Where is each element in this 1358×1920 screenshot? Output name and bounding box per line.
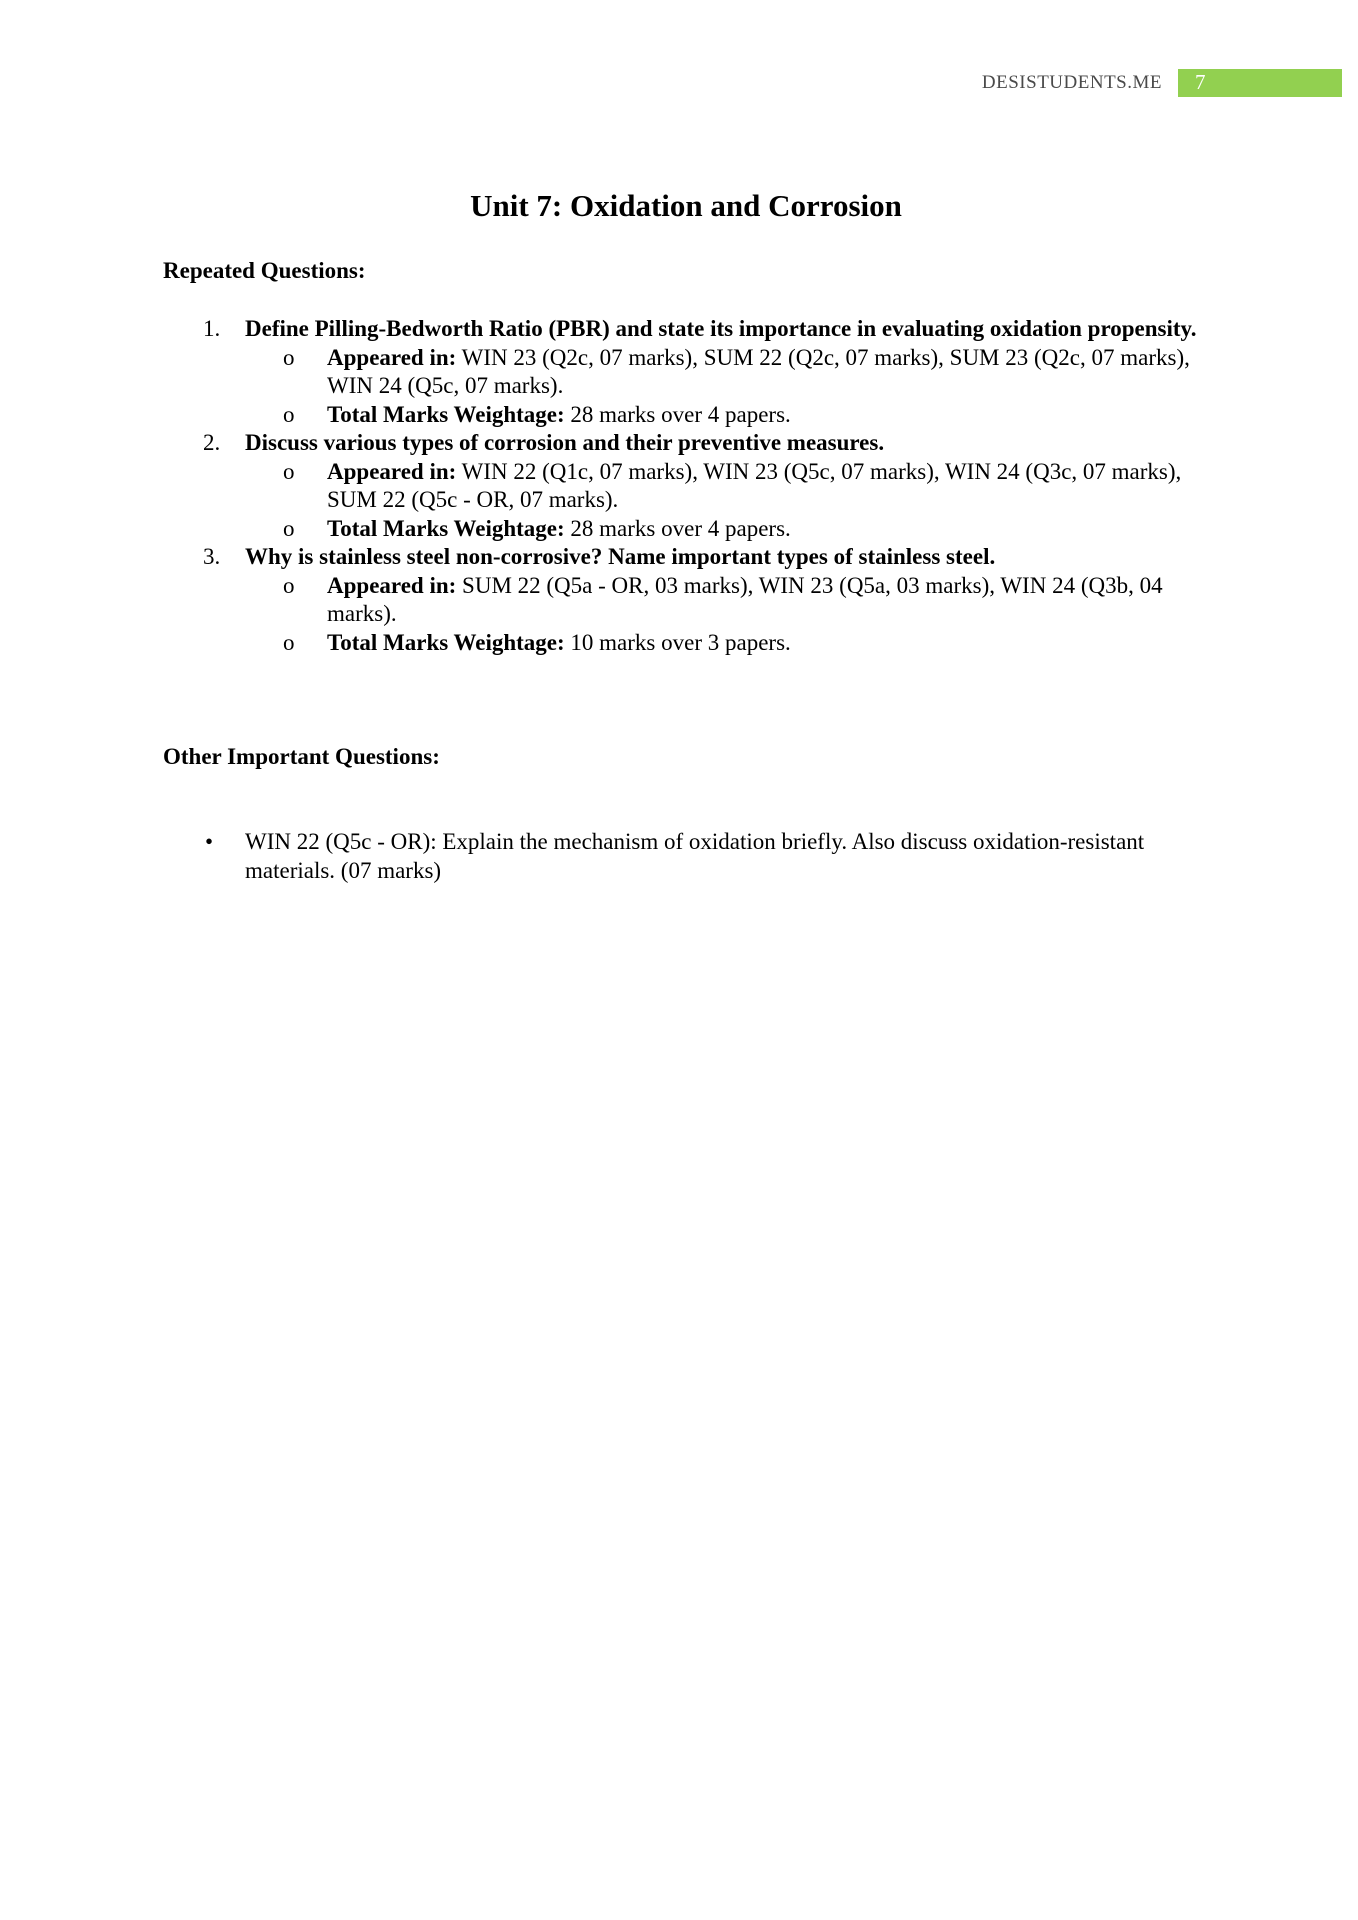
sub-label: Appeared in: [327,572,457,598]
weightage-item [245,401,1203,430]
sub-label: Total Marks Weightage: [327,629,565,655]
sub-bullet: o [283,515,295,541]
question-item [163,543,1203,657]
page-title: Unit 7: Oxidation and Corrosion [470,188,902,223]
page-header [982,67,1342,98]
sub-text: WIN 22 (Q1c, 07 marks), WIN 23 (Q5c, 07 marks), WIN 24 (Q3c, 07 marks), SUM 22 (Q5c - OR, 07 marks). [327,458,1182,512]
other-questions-heading: Other Important Questions: [163,744,440,769]
question-text: Discuss various types of corrosion and their preventive measures. [245,430,885,455]
sub-bullet: o [283,629,295,655]
sub-bullet: o [283,344,295,370]
question-text: Why is stainless steel non-corrosive? Name important types of stainless steel. [245,544,996,569]
weightage-item [245,629,1203,658]
other-question-text: WIN 22 (Q5c - OR): Explain the mechanism of oxidation briefly. Also discuss oxidation-resistant materials. (07 marks) [245,829,1145,883]
sub-bullet: o [283,572,295,598]
question-item [163,429,1203,543]
other-question-item [163,828,1183,885]
sub-label: Appeared in: [327,344,457,370]
appeared-in-item [245,572,1203,629]
bullet: • [205,829,214,854]
weightage-item [245,515,1203,544]
sub-text: 28 marks over 4 papers. [564,401,791,427]
page-number: 7 [1195,70,1206,94]
sub-bullet: o [283,458,295,484]
site-name: DESISTUDENTS.ME [981,71,1162,93]
page-number-badge [1178,69,1342,97]
sub-text: SUM 22 (Q5a - OR, 03 marks), WIN 23 (Q5a, 03 marks), WIN 24 (Q3b, 04 marks). [327,572,1163,626]
repeated-questions-heading: Repeated Questions: [163,258,366,283]
sub-label: Total Marks Weightage: [327,401,565,427]
sub-text: 10 marks over 3 papers. [564,629,791,655]
question-number: 3. [203,544,221,569]
sub-text: 28 marks over 4 papers. [564,515,791,541]
appeared-in-item [245,344,1203,401]
question-text: Define Pilling-Bedworth Ratio (PBR) and state its importance in evaluating oxidation propensity. [245,316,1197,341]
question-item [163,315,1203,429]
sub-bullet: o [283,401,295,427]
sub-text: WIN 23 (Q2c, 07 marks), SUM 22 (Q2c, 07 marks), SUM 23 (Q2c, 07 marks), WIN 24 (Q5c, 07 marks). [327,344,1190,398]
question-number: 1. [203,316,221,341]
question-details [245,344,1203,430]
sub-label: Total Marks Weightage: [327,515,565,541]
sub-label: Appeared in: [327,458,457,484]
repeated-questions-list [163,315,1203,657]
question-details [245,572,1203,658]
other-questions-list [163,828,1183,885]
appeared-in-item [245,458,1203,515]
question-number: 2. [203,430,221,455]
question-details [245,458,1203,544]
